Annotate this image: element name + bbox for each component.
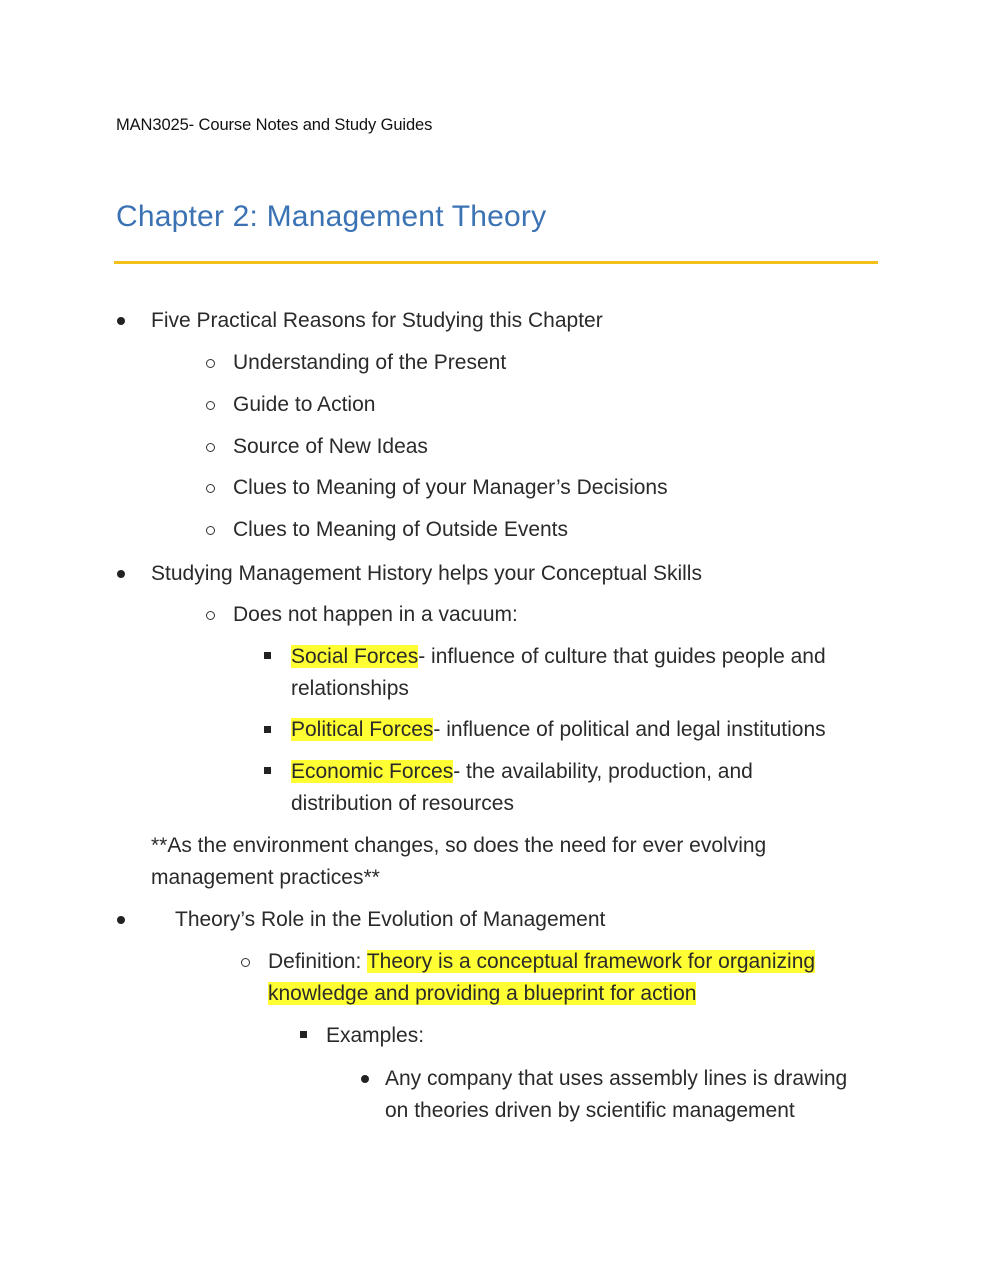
bullet-icon [361,1075,369,1083]
force-item-political [291,714,826,746]
environment-note-continued: management practices** [151,866,380,889]
highlighted-term: Social Forces [291,645,419,668]
chapter-title: Chapter 2: Management Theory [116,200,547,233]
force-item-social [291,641,826,673]
bullet-icon [117,916,125,924]
section-heading-theory: Theory’s Role in the Evolution of Management [175,908,606,931]
circle-bullet-icon [241,958,250,967]
force-item-economic [291,756,753,788]
square-bullet-icon [264,652,271,659]
force-description: - the availability, production, and [453,760,753,783]
highlighted-definition: knowledge and providing a blueprint for action [268,982,697,1005]
highlighted-term: Political Forces [291,718,434,741]
circle-bullet-icon [206,359,215,368]
section-heading-history: Studying Management History helps your Conceptual Skills [151,562,702,585]
square-bullet-icon [264,767,271,774]
square-bullet-icon [300,1031,307,1038]
list-item: Understanding of the Present [233,351,507,374]
highlighted-definition: Theory is a conceptual framework for organizing [366,950,816,973]
square-bullet-icon [264,726,271,733]
list-item: Clues to Meaning of Outside Events [233,518,569,541]
section-heading-reasons: Five Practical Reasons for Studying this Chapter [151,309,603,332]
title-divider [114,261,878,264]
environment-note: **As the environment changes, so does the need for ever evolving [151,834,767,857]
highlighted-term: Economic Forces [291,760,454,783]
definition-label: Definition: [268,950,367,973]
bullet-icon [117,570,125,578]
definition-item [268,946,815,978]
circle-bullet-icon [206,401,215,410]
example-item: Any company that uses assembly lines is drawing [385,1067,848,1090]
list-item: Guide to Action [233,393,376,416]
circle-bullet-icon [206,526,215,535]
examples-label: Examples: [326,1024,425,1047]
force-description-continued: distribution of resources [291,792,514,815]
course-header: MAN3025- Course Notes and Study Guides [116,116,433,134]
circle-bullet-icon [206,611,215,620]
list-item: Clues to Meaning of your Manager’s Decisions [233,476,668,499]
force-description-continued: relationships [291,677,409,700]
list-item: Source of New Ideas [233,435,428,458]
list-item: Does not happen in a vacuum: [233,603,518,626]
definition-continued [268,978,696,1010]
circle-bullet-icon [206,484,215,493]
circle-bullet-icon [206,443,215,452]
example-item-continued: on theories driven by scientific management [385,1099,795,1122]
force-description: - influence of culture that guides people and [418,645,826,668]
force-description: - influence of political and legal institutions [433,718,826,741]
bullet-icon [117,317,125,325]
